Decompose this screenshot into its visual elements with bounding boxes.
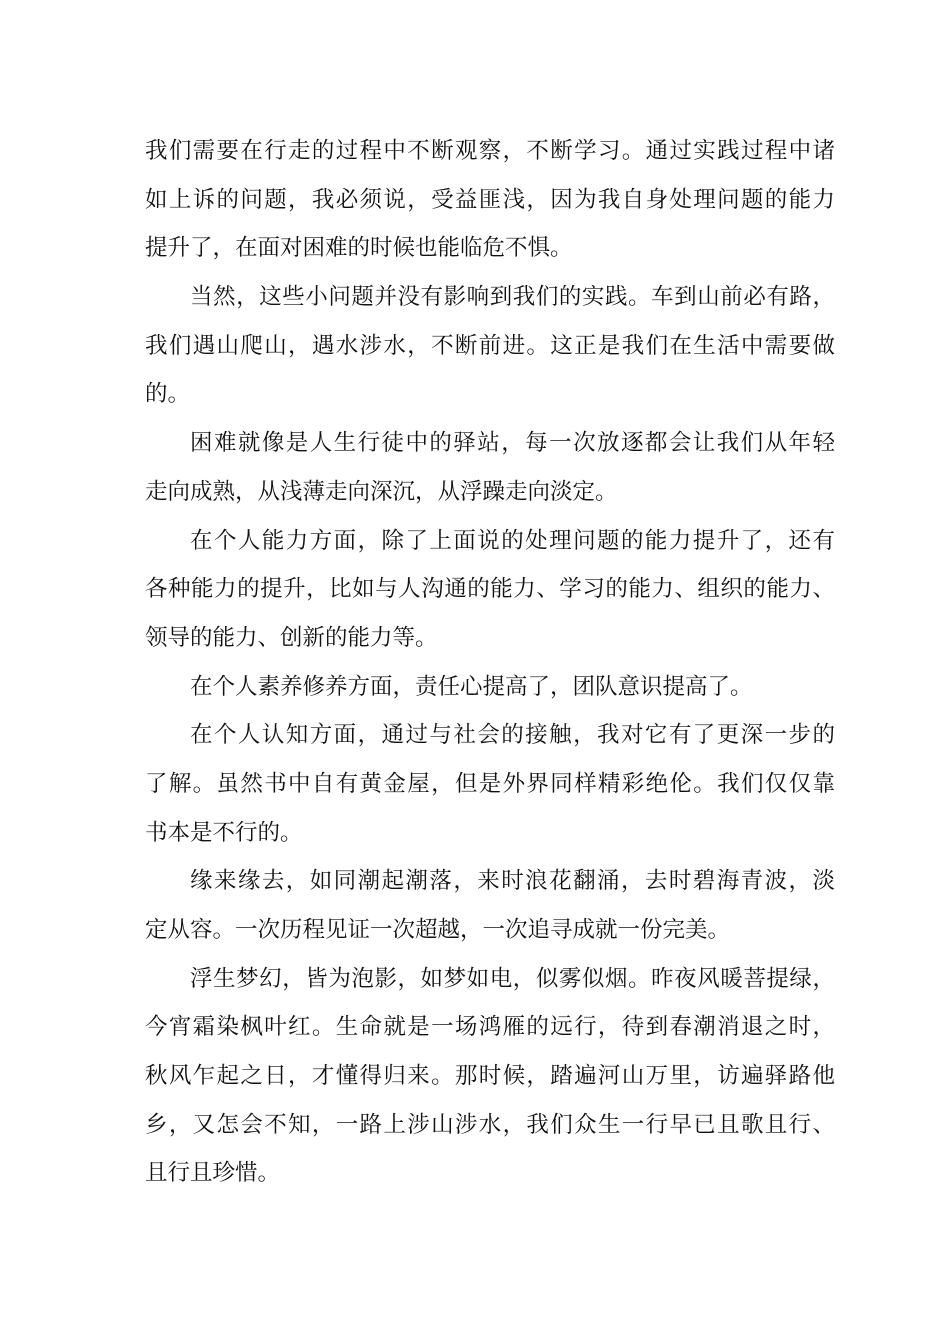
document-body (145, 127, 835, 1198)
text-line: 浮生梦幻，皆为泡影，如梦如电，似雾似烟。昨夜风暖菩提绿， (190, 965, 835, 992)
paragraph-8 (145, 955, 835, 1198)
text-line: 定从容。一次历程见证一次超越，一次追寻成就一份完美。 (145, 917, 731, 943)
paragraph-1 (145, 127, 835, 273)
text-line: 各种能力的提升，比如与人沟通的能力、学习的能力、组织的能力、 (145, 576, 835, 603)
text-line: 我们需要在行走的过程中不断观察，不断学习。通过实践过程中诸 (145, 138, 835, 164)
text-line: 领导的能力、创新的能力等。 (145, 624, 438, 651)
paragraph-3 (145, 419, 835, 516)
paragraph-7 (145, 857, 835, 954)
text-line: 在个人素养修养方面，责任心提高了，团队意识提高了。 (190, 673, 753, 700)
text-line: 在个人认知方面，通过与社会的接触，我对它有了更深一步的 (190, 722, 835, 749)
text-line: 的。 (145, 381, 191, 408)
text-line: 且行且珍惜。 (145, 1160, 281, 1187)
paragraph-5 (145, 663, 835, 712)
text-line: 今宵霜染枫叶红。生命就是一场鸿雁的远行，待到春潮消退之时， (145, 1014, 835, 1041)
text-line: 如上诉的问题，我必须说，受益匪浅，因为我自身处理问题的能力 (145, 186, 835, 213)
paragraph-4 (145, 517, 835, 663)
text-line: 提升了，在面对困难的时候也能临危不惧。 (145, 235, 573, 262)
text-line: 乡，又怎会不知，一路上涉山涉水，我们众生一行早已且歌且行、 (145, 1111, 835, 1138)
text-line: 秋风乍起之日，才懂得归来。那时候，踏遍河山万里，访遍驿路他 (145, 1063, 835, 1090)
text-line: 书本是不行的。 (145, 819, 303, 846)
text-line: 困难就像是人生行徒中的驿站，每一次放逐都会让我们从年轻 (190, 430, 835, 457)
text-line: 在个人能力方面，除了上面说的处理问题的能力提升了，还有 (190, 527, 835, 554)
text-line: 了解。虽然书中自有黄金屋，但是外界同样精彩绝伦。我们仅仅靠 (145, 770, 835, 797)
text-line: 缘来缘去，如同潮起潮落，来时浪花翻涌，去时碧海青波，淡 (190, 868, 835, 895)
text-line: 我们遇山爬山，遇水涉水，不断前进。这正是我们在生活中需要做 (145, 332, 835, 359)
text-line: 当然，这些小问题并没有影响到我们的实践。车到山前必有路， (190, 284, 835, 311)
text-line: 走向成熟，从浅薄走向深沉，从浮躁走向淡定。 (145, 478, 618, 505)
paragraph-6 (145, 711, 835, 857)
paragraph-2 (145, 273, 835, 419)
